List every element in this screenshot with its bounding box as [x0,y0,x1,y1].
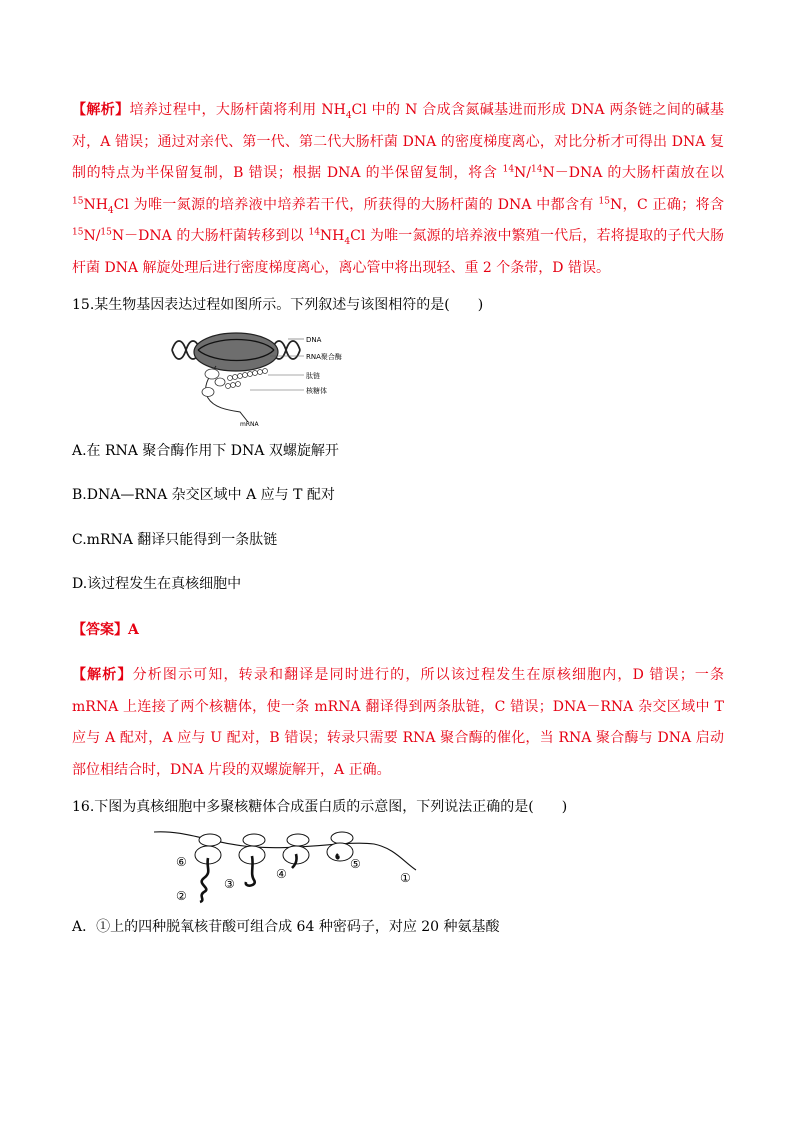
label-ribosome: 核糖体 [306,386,327,395]
answer-line [72,615,724,647]
label-5: ⑤ [350,856,361,871]
analysis-tag: 【解析】 [72,102,130,118]
answer-tag: 【答案】 [72,621,128,638]
analysis-paragraph-q15: 【解析】分析图示可知，转录和翻译是同时进行的，所以该过程发生在原核细胞内，D 错误；一条 mRNA 上连接了两个核糖体，使一条 mRNA 翻译得到两条肽链，C 错误；DNA－RNA 杂交区域中 T 应与 A 配对，A 应与 U 配对，B 错误；转录只需要 RNA 聚合酶的催化，当 RNA 聚合酶与 DNA 启动部位相结合时，DNA 片段的双螺旋解开，A 正确。 [72,667,725,778]
polyribosome-figure [154,828,458,906]
question-15-stem: 15.某生物基因表达过程如图所示。下列叙述与该图相符的是( ) [72,297,484,313]
label-3: ③ [224,876,235,891]
analysis-paragraph-q14: 【解析】培养过程中，大肠杆菌将利用 $NH_4Cl$ 中的 N 合成含氮碱基进而形成 DNA 两条链之间的碱基对，A 错误；通过对亲代、第一代、第二代大肠杆菌 DNA 的密度梯度离心，对比分析才可得出 DNA 复制的特点为半保留复制，B 错误；根据 DNA 的半保留复制，将含 $^{14}$N/$^{14}$N－DNA 的大肠杆菌放在以 $^{15}NH_4Cl$ 为唯一氮源的培养液中培养若干代，所获得的大肠杆菌的 DNA 中都含有 $^{15}$N，C 正确；将含 $^{15}$N/$^{15}$N－DNA 的大肠杆菌转移到以 $^{14}NH_4Cl$ 为唯一氮源的培养液中繁殖一代后，若将提取的子代大肠杆菌 DNA 解旋处理后进行密度梯度离心，离心管中将出现轻、重 2 个条带，D 错误。 [72,102,724,276]
label-1: ① [400,870,411,885]
label-peptide: 肽链 [306,371,320,380]
page-content [72,95,724,943]
peptide-chains [200,854,338,902]
question-16-stem: 16.下图为真核细胞中多聚核糖体合成蛋白质的示意图，下列说法正确的是( ) [72,799,568,815]
gene-expression-figure [170,330,370,428]
label-dna: DNA [306,335,322,344]
option-a: A.在 RNA 聚合酶作用下 DNA 双螺旋解开 [72,442,339,459]
analysis-tag: 【解析】 [72,667,133,683]
answer-value: A [128,621,139,638]
q16-option-a: A．①上的四种脱氧核苷酸可组合成 64 种密码子，对应 20 种氨基酸 [72,918,500,935]
option-c: C.mRNA 翻译只能得到一条肽链 [72,531,278,548]
ribosome-1 [205,369,225,386]
rna-polymerase [194,333,278,371]
option-d: D.该过程发生在真核细胞中 [72,576,242,592]
label-rna-polymerase: RNA聚合酶 [306,352,342,361]
label-2: ② [176,888,187,903]
label-mrna: mRNA [240,420,259,428]
option-b: B.DNA—RNA 杂交区域中 A 应与 T 配对 [72,487,335,503]
label-6: ⑥ [176,854,187,869]
label-4: ④ [276,866,287,881]
ribosome-2 [202,387,214,396]
